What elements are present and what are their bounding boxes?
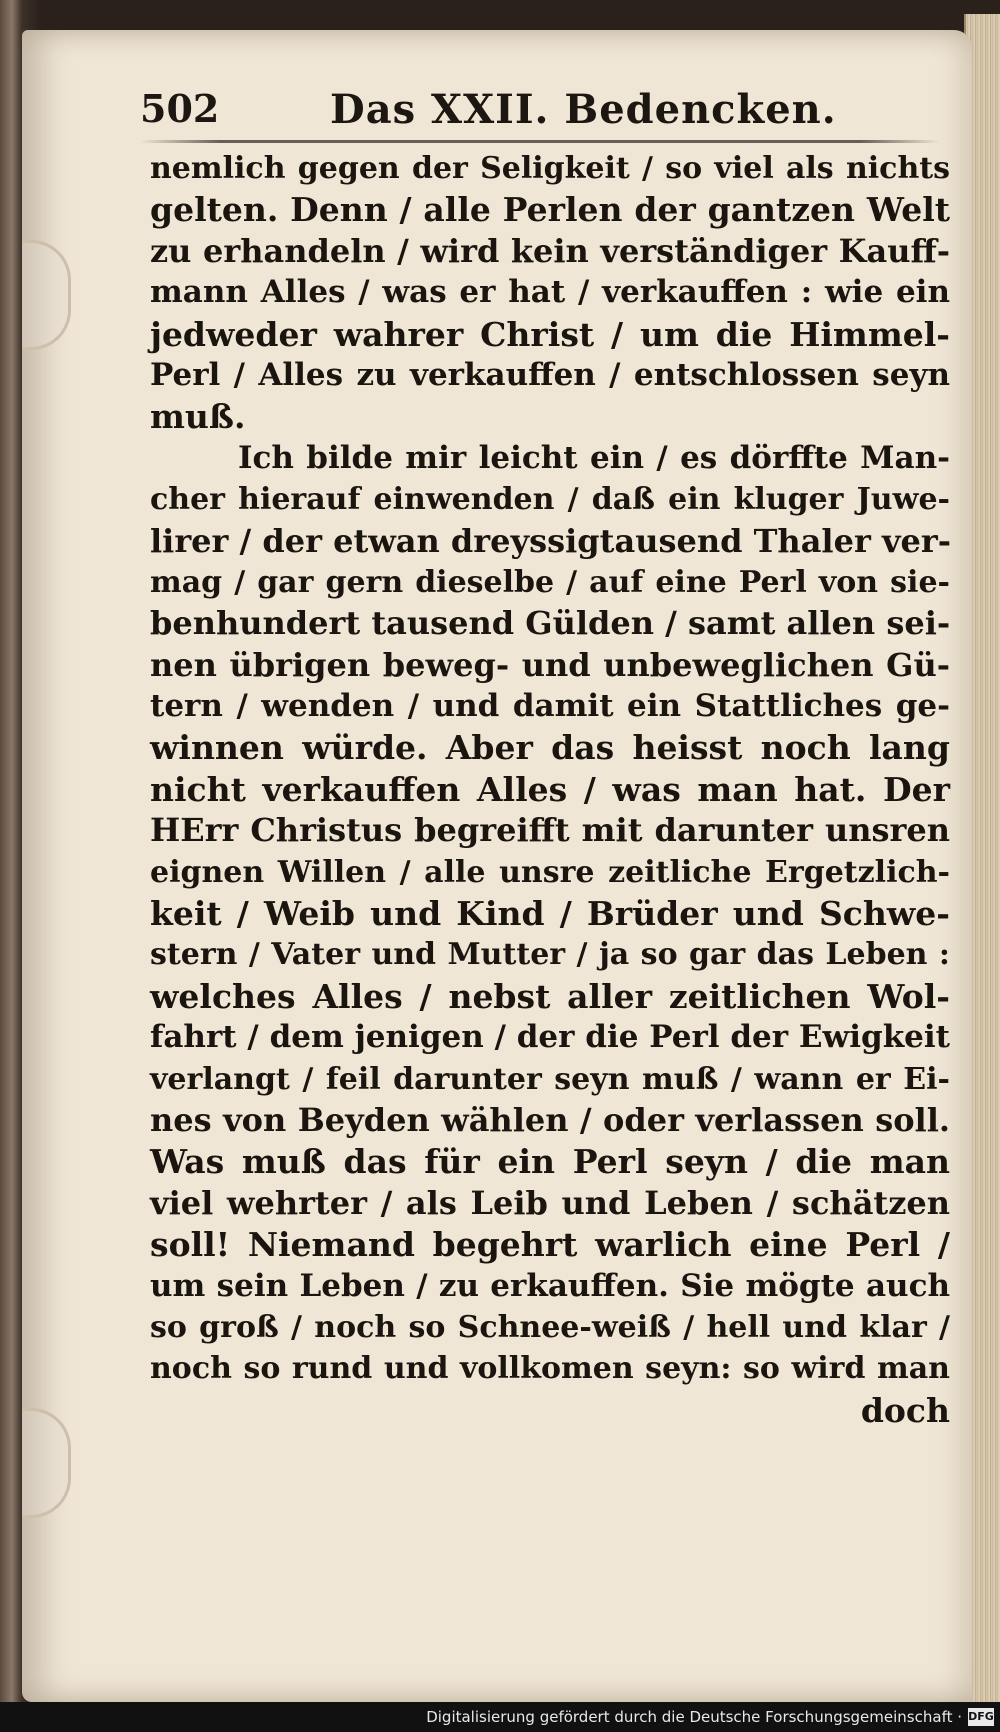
page-header <box>140 86 940 146</box>
text-line: mann Alles / was er hat / verkauffen : wie ein <box>150 274 950 311</box>
paragraph-start-line: Ich bilde mir leicht ein / es dörffte Man- <box>238 439 950 476</box>
text-line: keit / Weib und Kind / Brüder und Schwe- <box>150 894 950 934</box>
text-line: gelten. Denn / alle Perlen der gantzen Welt <box>150 190 950 230</box>
text-line: muß. <box>150 397 246 437</box>
header-rule <box>140 140 940 143</box>
text-line: nen übrigen beweg- und unbeweglichen Gü- <box>150 645 950 684</box>
page-number: 502 <box>140 86 220 131</box>
text-line: welches Alles / nebst aller zeitlichen Wol- <box>150 976 950 1016</box>
page-clip-top <box>22 240 71 350</box>
body-text <box>150 148 950 1431</box>
text-line: zu erhandeln / wird kein verständiger Kauff- <box>150 231 950 270</box>
digitization-footer <box>0 1702 1000 1732</box>
text-line: noch so rund und vollkomen seyn: so wird man <box>150 1351 950 1387</box>
catchword: doch <box>860 1390 950 1430</box>
text-line: um sein Leben / zu erkauffen. Sie mögte auch <box>150 1267 950 1304</box>
text-line: stern / Vater und Mutter / ja so gar das Leben : <box>150 937 950 973</box>
text-line: tern / wenden / und damit ein Stattliches ge- <box>150 688 950 725</box>
text-line: nemlich gegen der Seligkeit / so viel als nichts <box>150 151 950 186</box>
text-line: eignen Willen / alle unsre zeitliche Ergetzlich- <box>150 854 950 890</box>
page-clip-bottom <box>22 1408 71 1518</box>
text-line: Was muß das für ein Perl seyn / die man <box>150 1142 950 1182</box>
text-line: mag / gar gern dieselbe / auf eine Perl von sie- <box>150 564 950 600</box>
text-line: jedweder wahrer Christ / um die Himmel- <box>150 314 950 354</box>
text-line: nicht verkauffen Alles / was man hat. Der <box>150 769 950 809</box>
text-line: winnen würde. Aber das heisst noch lang <box>150 728 950 768</box>
dfg-logo: DFG <box>968 1708 994 1726</box>
running-head: Das XXII. Bedencken. <box>330 86 837 133</box>
text-line: soll! Niemand begehrt warlich eine Perl / <box>150 1225 950 1265</box>
text-line: fahrt / dem jenigen / der die Perl der Ewigkeit <box>150 1019 950 1056</box>
text-line: benhundert tausend Gülden / samt allen sei- <box>150 604 951 643</box>
text-line: verlangt / feil darunter seyn muß / wann er Ei- <box>150 1061 950 1097</box>
text-line: lirer / der etwan dreyssigtausend Thaler ver- <box>150 521 952 560</box>
text-line: so groß / noch so Schnee-weiß / hell und klar / <box>150 1309 950 1345</box>
text-line: Perl / Alles zu verkauffen / entschlossen seyn <box>150 356 950 393</box>
text-line: nes von Beyden wählen / oder verlassen soll. <box>150 1100 950 1139</box>
text-line: cher hierauf einwenden / daß ein kluger Juwe- <box>150 482 950 518</box>
funding-credit: Digitalisierung gefördert durch die Deutsche Forschungsgemeinschaft · <box>426 1708 962 1726</box>
text-line: HErr Christus begreifft mit darunter unsren <box>150 811 950 850</box>
text-line: viel wehrter / als Leib und Leben / schätzen <box>150 1183 950 1222</box>
